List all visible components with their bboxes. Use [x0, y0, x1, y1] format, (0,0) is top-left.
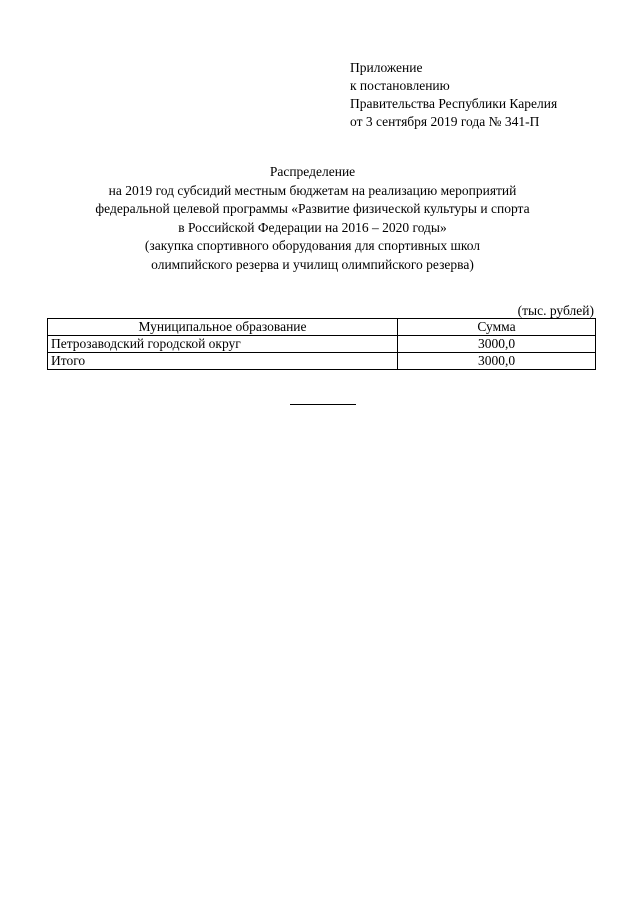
appendix-line: Приложение — [350, 60, 423, 75]
municipality-cell: Петрозаводский городской округ — [48, 336, 398, 353]
column-header-municipality: Муниципальное образование — [48, 319, 398, 336]
appendix-line: от 3 сентября 2019 года № 341-П — [350, 114, 540, 129]
title-line: в Российской Федерации на 2016 – 2020 годы» — [178, 219, 447, 235]
title-line: на 2019 год субсидий местным бюджетам на реализацию мероприятий — [108, 182, 517, 198]
amount-cell: 3000,0 — [398, 336, 596, 353]
total-amount-cell: 3000,0 — [398, 353, 596, 370]
end-of-document-rule — [290, 404, 356, 405]
title-line: (закупка спортивного оборудования для спортивных школ — [144, 238, 481, 253]
document-title — [40, 163, 585, 274]
table-row-total — [48, 353, 596, 370]
title-line: федеральной целевой программы «Развитие физической культуры и спорта — [95, 201, 530, 216]
units-label: (тыс. рублей) — [517, 303, 594, 318]
appendix-header — [350, 59, 557, 131]
title-line: Распределение — [269, 164, 356, 179]
table-header-row — [48, 319, 596, 336]
total-label-cell: Итого — [48, 353, 398, 370]
appendix-line: Правительства Республики Карелия — [350, 96, 558, 111]
column-header-amount: Сумма — [398, 319, 596, 336]
distribution-table — [47, 318, 596, 370]
table-row — [48, 336, 596, 353]
title-line: олимпийского резерва и училищ олимпийского резерва) — [151, 256, 474, 272]
appendix-line: к постановлению — [350, 78, 450, 93]
